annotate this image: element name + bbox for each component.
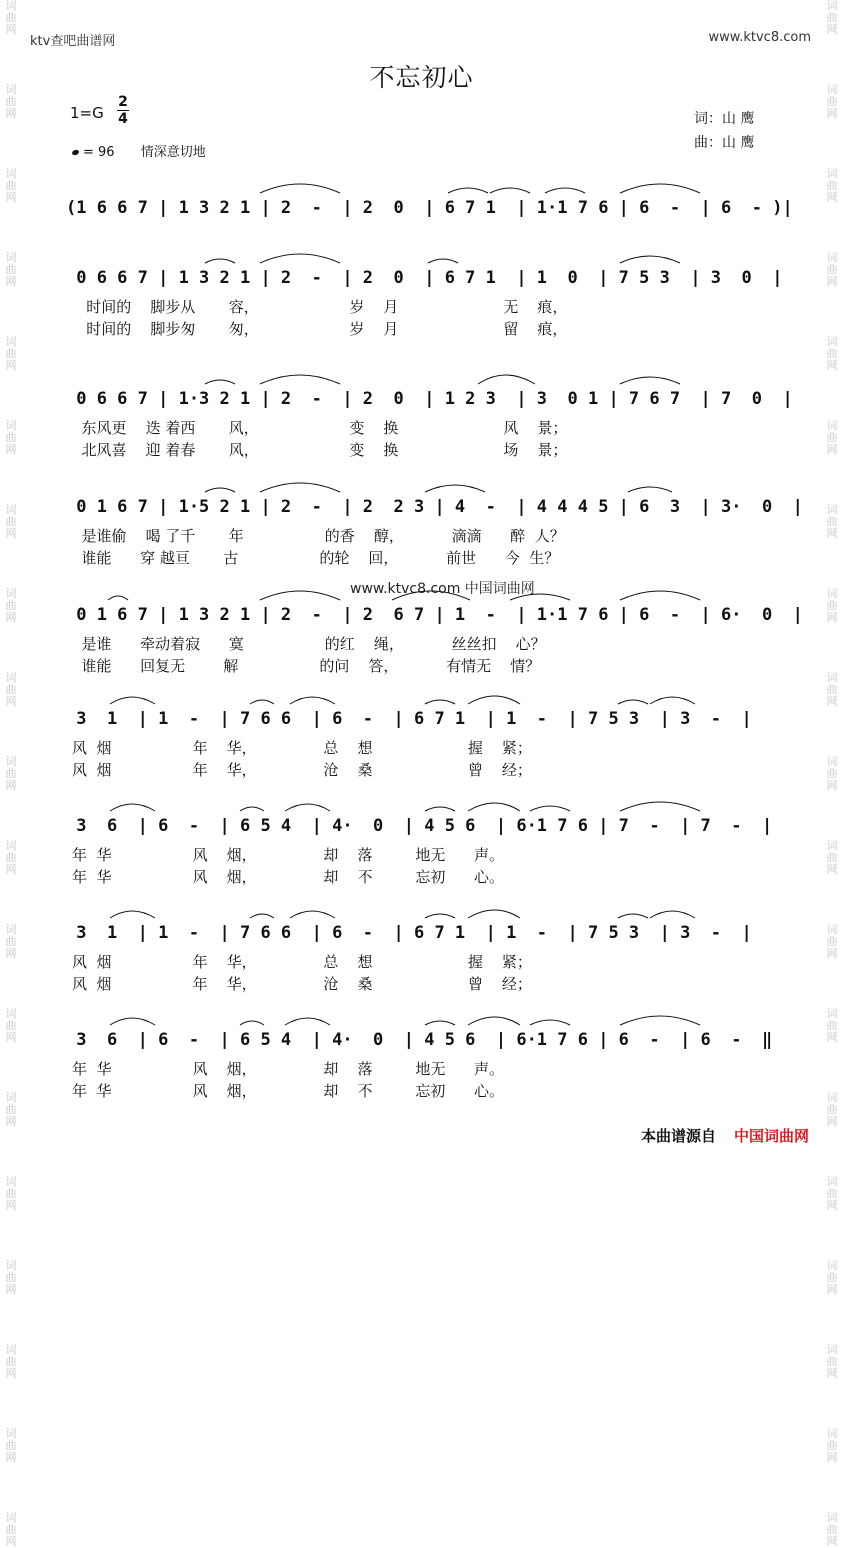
- score-row-8: [0, 918, 843, 1014]
- lyric-line-1: 风 烟 年 华， 总 想 握 紧；: [72, 953, 532, 971]
- key-signature: 1=G: [70, 104, 104, 122]
- score-row-7: [0, 811, 843, 907]
- right-watermark-strip: 词 曲 网 词 曲 网 词 曲 网 词 曲 网 词 曲 网 词 曲 网 词 曲 网 词 曲 网 词 曲 网 词 曲 网 词 曲 网 词 曲 网 词 曲 网 词 曲 网 词 曲 网 词 曲 网 词 曲 网 词 曲 网 词 曲 网: [826, 0, 838, 1548]
- lyric-line-2: 年 华 风 烟， 却 不 忘初 心。: [72, 1082, 505, 1100]
- lyric-line-1: 时间的 脚步从 容， 岁 月 无 痕，: [72, 298, 568, 316]
- lyric-line-2: 风 烟 年 华， 沧 桑 曾 经；: [72, 975, 532, 993]
- lyricist: 词：山 鹰: [694, 111, 755, 127]
- expression-text: 情深意切地: [140, 145, 206, 160]
- score-row-5: [0, 600, 843, 696]
- score-row-9: [0, 1025, 843, 1121]
- left-watermark-strip: 词 曲 网 词 曲 网 词 曲 网 词 曲 网 词 曲 网 词 曲 网 词 曲 网 词 曲 网 词 曲 网 词 曲 网 词 曲 网 词 曲 网 词 曲 网 词 曲 网 词 曲 网 词 曲 网 词 曲 网 词 曲 网 词 曲 网: [5, 0, 17, 1548]
- quarter-note-icon: [71, 149, 79, 156]
- time-signature: [117, 95, 129, 126]
- middle-watermark: www.ktvc8.com 中国词曲网: [350, 581, 535, 597]
- lyric-line-1: 东风更 迭 着西 风， 变 换 风 景；: [72, 419, 568, 437]
- time-signature-top: 2: [118, 94, 128, 110]
- composer: 曲：山 鹰: [694, 135, 755, 151]
- score-row-3: [0, 384, 843, 480]
- time-signature-bottom: 4: [118, 111, 128, 127]
- lyric-line-2: 谁能 回复无 解 的问 答， 有情无 情？: [72, 657, 541, 675]
- lyric-line-1: 风 烟 年 华， 总 想 握 紧；: [72, 739, 532, 757]
- notation-line: 0 6 6 7 | 1·3 2 1 | 2 - | 2 0 | 1 2 3 | 3 0 1 | 7 6 7 | 7 0 |: [66, 389, 793, 409]
- source-label: 本曲谱源自: [640, 1127, 716, 1145]
- notation-line: 3 6 | 6 - | 6 5 4 | 4· 0 | 4 5 6 | 6·1 7 6 | 7 - | 7 - |: [66, 816, 773, 836]
- lyric-line-1: 是谁偷 喝 了千 年 的香 醇， 滴滴 醉 人？: [72, 527, 565, 545]
- tempo-value: = 96: [83, 145, 115, 160]
- lyric-line-1: 是谁 牵动着寂 寞 的红 绳， 丝丝扣 心？: [72, 635, 546, 653]
- tempo-marking: [72, 141, 206, 160]
- notation-line: 0 6 6 7 | 1 3 2 1 | 2 - | 2 0 | 6 7 1 | 1 0 | 7 5 3 | 3 0 |: [66, 268, 783, 288]
- lyric-line-2: 风 烟 年 华， 沧 桑 曾 经；: [72, 761, 532, 779]
- notation-line: 3 1 | 1 - | 7 6 6 | 6 - | 6 7 1 | 1 - | 7 5 3 | 3 - |: [66, 709, 752, 729]
- song-title: 不忘初心: [369, 63, 474, 92]
- lyric-line-2: 时间的 脚步匆 匆， 岁 月 留 痕，: [72, 320, 568, 338]
- score-row-2: [0, 263, 843, 359]
- site-url-right: www.ktvc8.com: [708, 30, 811, 45]
- lyric-line-2: 北风喜 迎 着春 风， 变 换 场 景；: [72, 441, 568, 459]
- score-row-4: [0, 492, 843, 588]
- lyric-line-2: 谁能 穿 越亘 古 的轮 回， 前世 今 生？: [72, 549, 560, 567]
- notation-line: 3 1 | 1 - | 7 6 6 | 6 - | 6 7 1 | 1 - | 7 5 3 | 3 - |: [66, 923, 752, 943]
- site-name-left: ktv查吧曲谱网: [30, 34, 116, 49]
- score-row-6: [0, 704, 843, 800]
- notation-line: 3 6 | 6 - | 6 5 4 | 4· 0 | 4 5 6 | 6·1 7 6 | 6 - | 6 - ‖: [66, 1030, 773, 1050]
- lyric-line-1: 年 华 风 烟， 却 落 地无 声。: [72, 1060, 505, 1078]
- notation-line: 0 1 6 7 | 1·5 2 1 | 2 - | 2 2 3 | 4 - | 4 4 4 5 | 6 3 | 3· 0 |: [66, 497, 803, 517]
- source-footer: [641, 1125, 809, 1146]
- lyric-line-2: 年 华 风 烟， 却 不 忘初 心。: [72, 868, 505, 886]
- notation-line: 0 1 6 7 | 1 3 2 1 | 2 - | 2 6 7 | 1 - | 1·1 7 6 | 6 - | 6· 0 |: [66, 605, 803, 625]
- source-brand-link[interactable]: 中国词曲网: [733, 1127, 809, 1145]
- notation-line: (1 6 6 7 | 1 3 2 1 | 2 - | 2 0 | 6 7 1 | 1·1 7 6 | 6 - | 6 - )|: [66, 198, 793, 218]
- lyric-line-1: 年 华 风 烟， 却 落 地无 声。: [72, 846, 505, 864]
